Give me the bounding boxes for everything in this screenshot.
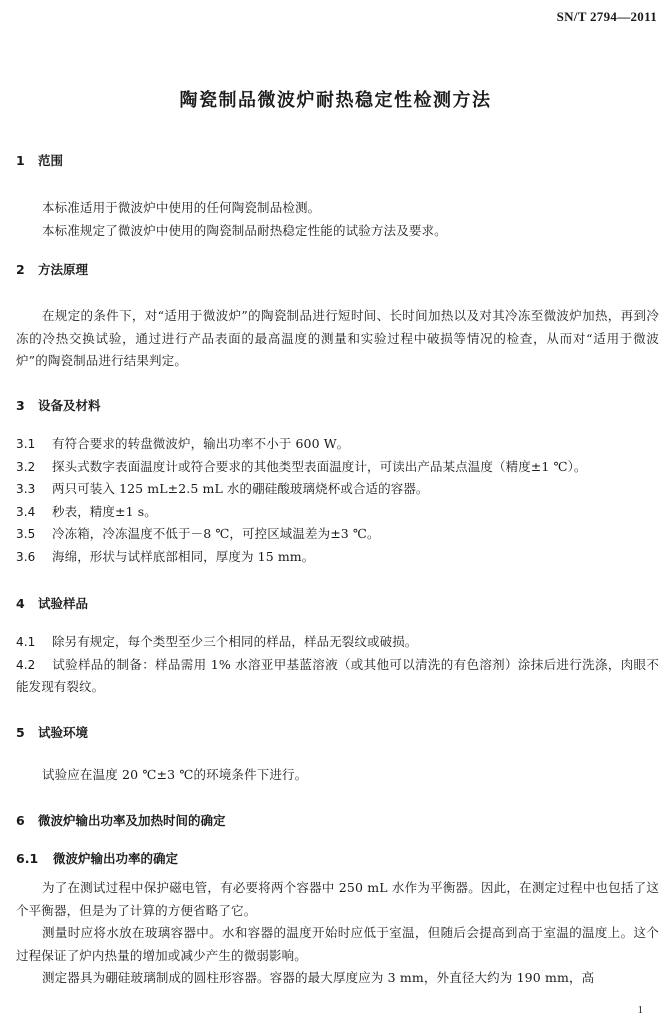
section-6 bbox=[16, 812, 659, 830]
section-number: 4 bbox=[16, 596, 25, 611]
item-text: 两只可装入 125 mL±2.5 mL 水的硼硅酸玻璃烧杯或合适的容器。 bbox=[52, 481, 429, 496]
section-heading bbox=[16, 724, 659, 742]
paragraph: 在规定的条件下，对“适用于微波炉”的陶瓷制品进行短时间、长时间加热以及对其冷冻至微波炉加热，再到冷冻的冷热交换试验，通过进行产品表面的最高温度的测量和实验过程中破损等情况的检查，从而对“适用于微波炉”的陶瓷制品进行结果判定。 bbox=[16, 308, 659, 368]
item-text: 冷冻箱，冷冻温度不低于－8 ℃，可控区域温差为±3 ℃。 bbox=[52, 526, 380, 541]
section-number: 2 bbox=[16, 262, 25, 277]
paragraph: 为了在测试过程中保护磁电管，有必要将两个容器中 250 mL 水作为平衡器。因此，在测定过程中也包括了这个平衡器，但是为了计算的方便省略了它。 bbox=[16, 880, 659, 918]
section-1 bbox=[16, 152, 659, 170]
item-number: 3.2 bbox=[16, 459, 36, 474]
section-5 bbox=[16, 724, 659, 742]
section-3-list bbox=[16, 433, 659, 568]
section-number: 6 bbox=[16, 813, 25, 828]
item-number: 3.1 bbox=[16, 437, 36, 451]
section-heading bbox=[16, 812, 659, 830]
item-number: 3.3 bbox=[16, 482, 36, 496]
subsection-number: 6.1 bbox=[16, 851, 39, 866]
section-title: 设备及材料 bbox=[38, 398, 101, 413]
paragraph: 本标准适用于微波炉中使用的任何陶瓷制品检测。 bbox=[42, 200, 321, 215]
section-heading bbox=[16, 152, 659, 170]
section-1-body bbox=[16, 197, 659, 242]
section-4-list bbox=[16, 631, 659, 699]
section-number: 3 bbox=[16, 398, 25, 413]
section-2 bbox=[16, 261, 659, 279]
list-item bbox=[16, 546, 659, 569]
paragraph: 试验应在温度 20 ℃±3 ℃的环境条件下进行。 bbox=[42, 767, 308, 782]
section-heading bbox=[16, 595, 659, 613]
section-6-1 bbox=[16, 850, 659, 868]
item-number: 3.6 bbox=[16, 549, 36, 564]
item-text: 试验样品的制备：样品需用 1% 水溶亚甲基蓝溶液（或其他可以清洗的有色溶剂）涂抹后进行洗涤，肉眼不能发现有裂纹。 bbox=[16, 656, 659, 694]
section-number: 5 bbox=[16, 725, 25, 740]
section-title: 范围 bbox=[38, 153, 64, 168]
section-3 bbox=[16, 397, 659, 415]
item-text: 探头式数字表面温度计或符合要求的其他类型表面温度计，可读出产品某点温度（精度±1 ℃）。 bbox=[52, 458, 587, 474]
section-title: 微波炉输出功率及加热时间的确定 bbox=[38, 813, 226, 828]
list-item bbox=[16, 523, 659, 546]
section-6-1-body bbox=[16, 877, 659, 990]
list-item bbox=[16, 456, 659, 479]
subsection-title: 微波炉输出功率的确定 bbox=[53, 851, 179, 866]
section-number: 1 bbox=[16, 153, 25, 168]
section-5-body bbox=[16, 764, 659, 787]
section-heading bbox=[16, 261, 659, 279]
section-title: 试验环境 bbox=[38, 725, 89, 740]
document-title: 陶瓷制品微波炉耐热稳定性检测方法 bbox=[179, 90, 492, 111]
section-title: 试验样品 bbox=[38, 596, 89, 611]
section-heading bbox=[16, 397, 659, 415]
list-item bbox=[16, 478, 659, 501]
page-number: 1 bbox=[637, 1004, 643, 1016]
standard-code: SN/T 2794—2011 bbox=[556, 9, 657, 24]
item-number: 4.1 bbox=[16, 635, 36, 649]
item-text: 除另有规定，每个类型至少三个相同的样品，样品无裂纹或破损。 bbox=[52, 634, 418, 649]
item-number: 3.4 bbox=[16, 504, 36, 519]
item-number: 4.2 bbox=[16, 657, 36, 672]
item-text: 有符合要求的转盘微波炉，输出功率不小于 600 W。 bbox=[52, 436, 350, 451]
list-item bbox=[16, 501, 659, 524]
list-item bbox=[16, 433, 659, 456]
paragraph: 本标准规定了微波炉中使用的陶瓷制品耐热稳定性能的试验方法及要求。 bbox=[42, 222, 447, 238]
paragraph: 测定器具为硼硅玻璃制成的圆柱形容器。容器的最大厚度应为 3 mm，外直径大约为 190 mm，高 bbox=[42, 970, 595, 985]
section-4 bbox=[16, 595, 659, 613]
paragraph: 测量时应将水放在玻璃容器中。水和容器的温度开始时应低于室温，但随后会提高到高于室温的温度上。这个过程保证了炉内热量的增加或减少产生的微弱影响。 bbox=[16, 925, 659, 963]
subsection-heading bbox=[16, 850, 659, 868]
list-item bbox=[16, 654, 659, 699]
section-title: 方法原理 bbox=[38, 262, 89, 277]
item-text: 海绵，形状与试样底部相同，厚度为 15 mm。 bbox=[52, 548, 315, 564]
section-2-body bbox=[16, 305, 659, 373]
item-text: 秒表，精度±1 s。 bbox=[52, 503, 157, 519]
item-number: 3.5 bbox=[16, 527, 36, 541]
list-item bbox=[16, 631, 659, 654]
